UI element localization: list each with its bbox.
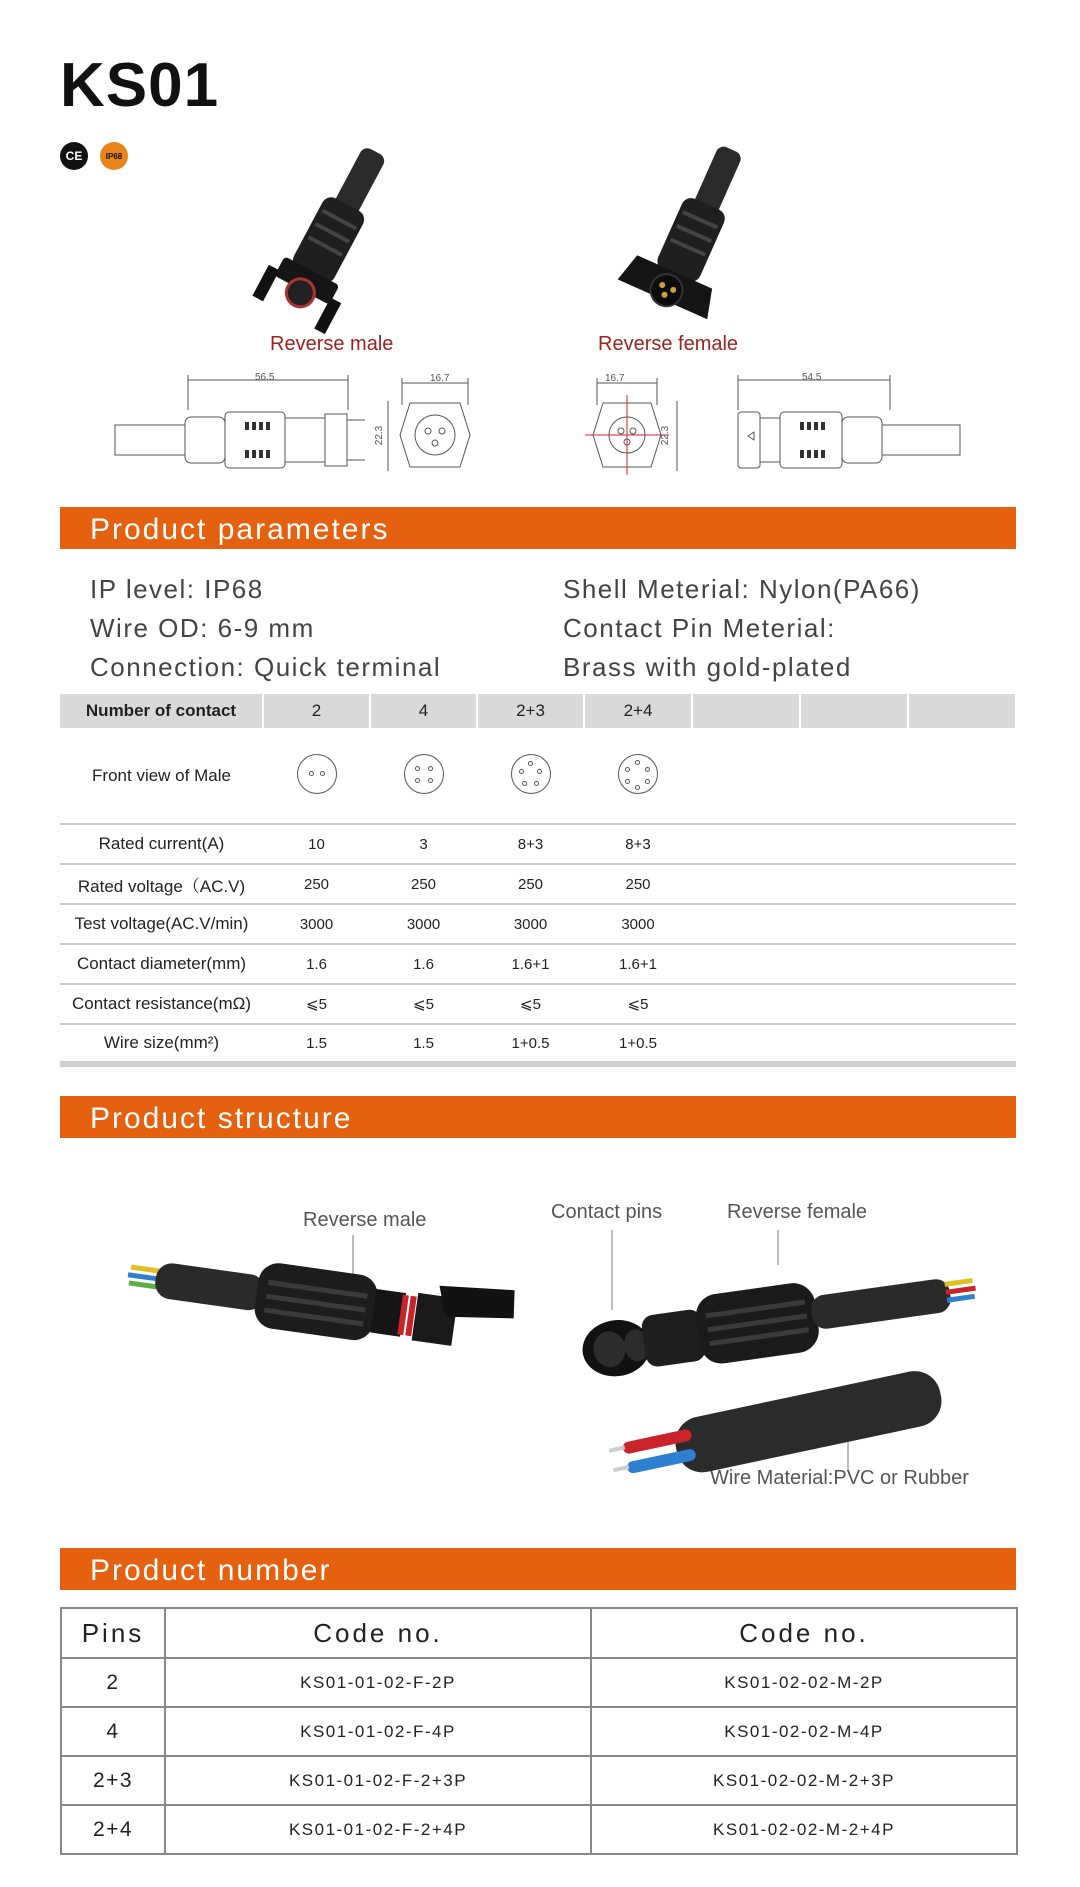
pins-cell: 2 xyxy=(61,1658,165,1707)
table-cell: 3000 xyxy=(263,904,370,944)
param-connection: Connection: Quick terminal xyxy=(90,652,442,682)
section-header-structure xyxy=(60,1096,1016,1138)
table-row xyxy=(61,1608,1017,1658)
front-view-cell xyxy=(584,728,692,824)
table-row xyxy=(60,984,1016,1024)
section-title: Product number xyxy=(90,1554,332,1587)
table-cell: 3000 xyxy=(584,904,692,944)
table-row xyxy=(60,824,1016,864)
contact-count: 2 xyxy=(263,694,370,728)
table-row xyxy=(60,944,1016,984)
row-label: Rated voltage（AC.V) xyxy=(60,864,263,904)
table-cell: 3000 xyxy=(477,904,584,944)
table-cell: 10 xyxy=(263,824,370,864)
reverse-male-photo xyxy=(260,140,400,330)
header-label: Number of contact xyxy=(60,694,263,728)
six-pin-face-icon xyxy=(618,754,658,794)
four-pin-face-icon xyxy=(404,754,444,794)
table-cell: 1.6+1 xyxy=(584,944,692,984)
female-length-dim: 54.5 xyxy=(802,372,822,383)
reverse-female-label: Reverse female xyxy=(598,333,739,355)
row-label: Contact diameter(mm) xyxy=(60,944,263,984)
column-header: Code no. xyxy=(165,1608,591,1658)
code-cell: KS01-02-02-M-4P xyxy=(591,1707,1017,1756)
param-contact-pin-material: Contact Pin Meterial: xyxy=(563,613,836,643)
table-cell: 1.5 xyxy=(263,1024,370,1064)
female-width-dim: 16.7 xyxy=(605,373,625,384)
row-label: Contact resistance(mΩ) xyxy=(60,984,263,1024)
section-title: Product parameters xyxy=(90,513,390,546)
table-row xyxy=(61,1805,1017,1854)
row-label: Test voltage(AC.V/min) xyxy=(60,904,263,944)
contact-count: 2+4 xyxy=(584,694,692,728)
table-cell: 1+0.5 xyxy=(477,1024,584,1064)
reverse-female-photo xyxy=(620,140,760,330)
table-row xyxy=(61,1658,1017,1707)
table-cell: ⩽5 xyxy=(370,984,477,1024)
female-height-dim: 22.3 xyxy=(660,425,672,446)
pins-cell: 2+3 xyxy=(61,1756,165,1805)
contact-count: 4 xyxy=(370,694,477,728)
param-contact-pin-material-detail: Brass with gold-plated xyxy=(563,652,852,682)
structure-female-illustration xyxy=(560,1225,1000,1455)
product-number-table xyxy=(60,1607,1018,1855)
front-view-cell xyxy=(477,728,584,824)
table-cell: 1+0.5 xyxy=(584,1024,692,1064)
spec-table xyxy=(60,694,1017,1067)
table-cell: 250 xyxy=(263,864,370,904)
male-front-drawing xyxy=(380,375,480,485)
structure-pins-callout: Contact pins xyxy=(551,1201,663,1223)
section-header-number xyxy=(60,1548,1016,1590)
table-cell: 1.6 xyxy=(370,944,477,984)
table-cell: ⩽5 xyxy=(584,984,692,1024)
param-ip-level: IP level: IP68 xyxy=(90,574,264,604)
structure-male-illustration xyxy=(115,1230,535,1380)
column-header: Pins xyxy=(61,1608,165,1658)
table-cell: 8+3 xyxy=(584,824,692,864)
section-header-parameters xyxy=(60,507,1016,549)
pins-cell: 2+4 xyxy=(61,1805,165,1854)
contact-count xyxy=(908,694,1016,728)
product-title: KS01 xyxy=(60,51,220,120)
table-row xyxy=(60,1024,1016,1064)
contact-count xyxy=(800,694,908,728)
table-row xyxy=(60,904,1016,944)
code-cell: KS01-01-02-F-2P xyxy=(165,1658,591,1707)
front-view-cell xyxy=(263,728,370,824)
code-cell: KS01-02-02-M-2P xyxy=(591,1658,1017,1707)
table-cell: 1.6 xyxy=(263,944,370,984)
code-cell: KS01-01-02-F-2+3P xyxy=(165,1756,591,1805)
ce-mark-icon: CE xyxy=(60,142,88,170)
contact-count: 2+3 xyxy=(477,694,584,728)
male-side-drawing xyxy=(115,370,365,485)
row-label: Wire size(mm²) xyxy=(60,1024,263,1064)
female-side-drawing xyxy=(730,370,960,485)
code-cell: KS01-02-02-M-2+3P xyxy=(591,1756,1017,1805)
structure-wire-callout: Wire Material:PVC or Rubber xyxy=(710,1467,969,1489)
table-cell: 250 xyxy=(477,864,584,904)
code-cell: KS01-01-02-F-2+4P xyxy=(165,1805,591,1854)
reverse-male-label: Reverse male xyxy=(270,333,394,355)
table-row xyxy=(60,694,1016,728)
table-cell: 1.5 xyxy=(370,1024,477,1064)
code-cell: KS01-02-02-M-2+4P xyxy=(591,1805,1017,1854)
structure-female-callout: Reverse female xyxy=(727,1201,868,1223)
param-shell-material: Shell Meterial: Nylon(PA66) xyxy=(563,574,921,604)
pins-cell: 4 xyxy=(61,1707,165,1756)
column-header: Code no. xyxy=(591,1608,1017,1658)
ip68-badge-icon: IP68 xyxy=(100,142,128,170)
row-label: Rated current(A) xyxy=(60,824,263,864)
two-pin-face-icon xyxy=(297,754,337,794)
table-cell: ⩽5 xyxy=(477,984,584,1024)
front-view-cell xyxy=(370,728,477,824)
contact-count xyxy=(692,694,800,728)
table-cell: 250 xyxy=(584,864,692,904)
row-label: Front view of Male xyxy=(60,728,263,824)
structure-male-callout: Reverse male xyxy=(303,1209,427,1231)
table-cell: 8+3 xyxy=(477,824,584,864)
table-cell: 250 xyxy=(370,864,477,904)
table-cell: 3 xyxy=(370,824,477,864)
table-row xyxy=(61,1707,1017,1756)
table-row xyxy=(60,864,1016,904)
table-cell: 1.6+1 xyxy=(477,944,584,984)
table-row xyxy=(60,728,1016,824)
param-wire-od: Wire OD: 6-9 mm xyxy=(90,613,315,643)
code-cell: KS01-01-02-F-4P xyxy=(165,1707,591,1756)
table-cell: 3000 xyxy=(370,904,477,944)
five-pin-face-icon xyxy=(511,754,551,794)
male-height-dim: 22.3 xyxy=(374,425,386,446)
section-title: Product structure xyxy=(90,1102,353,1135)
male-width-dim: 16.7 xyxy=(430,373,450,384)
table-row xyxy=(61,1756,1017,1805)
male-length-dim: 56.5 xyxy=(255,372,275,383)
table-cell: ⩽5 xyxy=(263,984,370,1024)
